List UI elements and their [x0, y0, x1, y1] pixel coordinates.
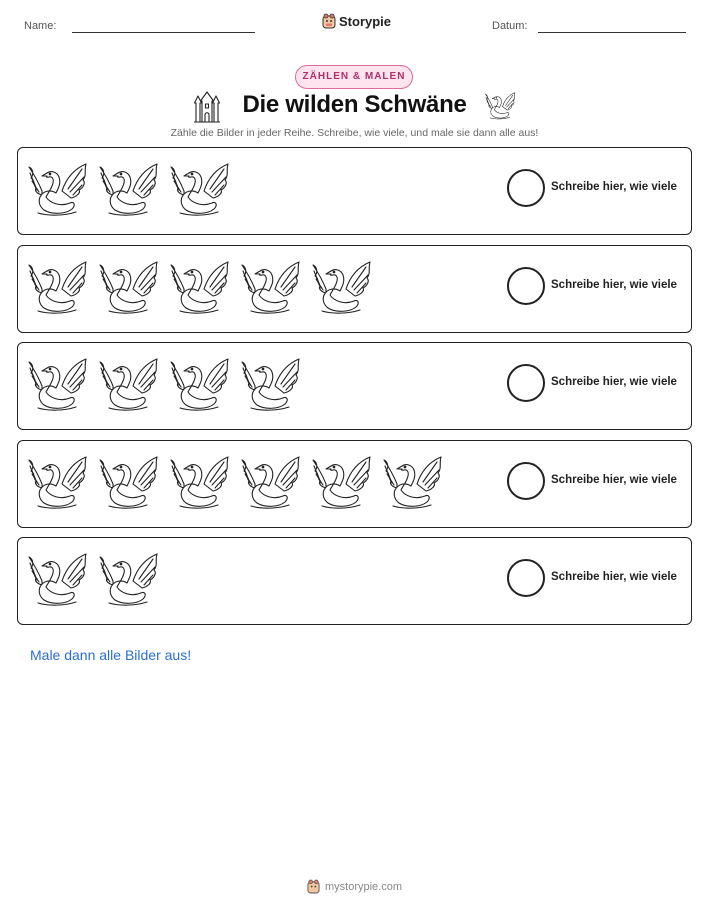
swan-icon[interactable] — [99, 356, 161, 414]
date-label: Datum: — [492, 20, 528, 32]
swan-icon[interactable] — [312, 454, 374, 512]
swan-icon[interactable] — [170, 259, 232, 317]
swan-group — [28, 454, 445, 514]
answer-label: Schreibe hier, wie viele — [551, 571, 677, 583]
swan-icon[interactable] — [312, 259, 374, 317]
swan-icon[interactable] — [99, 259, 161, 317]
swan-icon[interactable] — [99, 551, 161, 609]
name-line[interactable] — [72, 32, 255, 33]
swan-icon[interactable] — [170, 356, 232, 414]
date-line[interactable] — [538, 32, 686, 33]
swan-icon[interactable] — [170, 161, 232, 219]
storypie-mascot-icon — [322, 13, 336, 29]
page-title: Die wilden Schwäne — [242, 91, 467, 118]
answer-label: Schreibe hier, wie viele — [551, 278, 677, 291]
swan-icon[interactable] — [170, 454, 232, 512]
brand-name: Storypie — [339, 13, 392, 29]
answer-circle[interactable] — [507, 364, 545, 402]
title-row — [0, 88, 709, 126]
swan-group — [28, 551, 161, 611]
swan-icon[interactable] — [241, 259, 303, 317]
counting-row — [17, 537, 692, 625]
answer-circle[interactable] — [507, 267, 545, 305]
footer-url: mystorypie.com — [324, 880, 403, 893]
answer-circle[interactable] — [507, 462, 545, 500]
answer-label: Schreibe hier, wie viele — [551, 376, 677, 388]
swan-icon — [485, 91, 517, 121]
swan-icon[interactable] — [28, 259, 90, 317]
answer-circle[interactable] — [507, 169, 545, 207]
counting-row — [17, 342, 692, 430]
swan-icon[interactable] — [28, 356, 90, 414]
category-badge: ZÄHLEN & MALEN — [295, 65, 413, 89]
swan-group — [28, 161, 232, 221]
swan-icon[interactable] — [241, 356, 303, 414]
answer-label: Schreibe hier, wie viele — [551, 181, 677, 193]
swan-icon[interactable] — [28, 551, 90, 609]
counting-row — [17, 245, 692, 333]
swan-icon[interactable] — [99, 161, 161, 219]
swan-icon[interactable] — [28, 454, 90, 512]
counting-row — [17, 147, 692, 235]
answer-circle[interactable] — [507, 559, 545, 597]
swan-icon[interactable] — [28, 161, 90, 219]
name-label: Name: — [24, 20, 57, 32]
instruction-text: Zähle die Bilder in jeder Reihe. Schreibe, wie viele, und male sie dann alle aus! — [170, 127, 539, 139]
footer — [0, 879, 709, 894]
brand-logo — [322, 13, 391, 29]
swan-icon[interactable] — [383, 454, 445, 512]
swan-group — [28, 356, 303, 416]
swan-icon[interactable] — [99, 454, 161, 512]
swan-icon[interactable] — [241, 454, 303, 512]
answer-label: Schreibe hier, wie viele — [551, 473, 677, 486]
swan-group — [28, 259, 374, 319]
counting-row — [17, 440, 692, 528]
storypie-mascot-icon — [307, 879, 320, 894]
footer-note: Male dann alle Bilder aus! — [30, 647, 192, 663]
